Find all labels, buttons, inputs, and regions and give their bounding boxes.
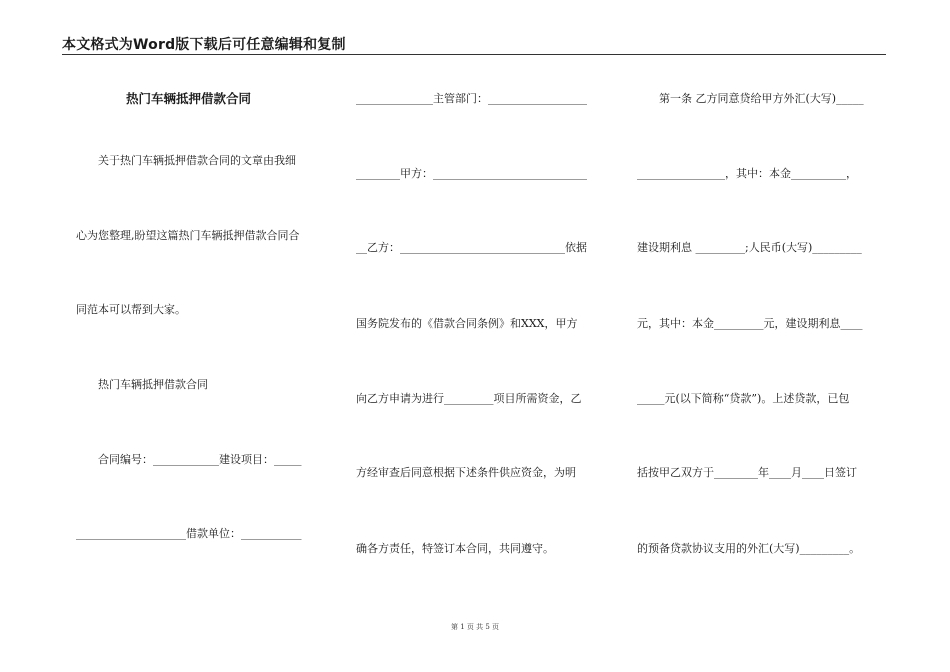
- text-line: ________________，其中：本金__________，: [637, 167, 857, 180]
- document-title: 热门车辆抵押借款合同: [76, 91, 252, 106]
- text-line: 建设期利息 _________;人民币(大写)_________: [637, 241, 862, 254]
- text-line: ____________________借款单位：___________: [76, 527, 302, 540]
- text-line: ________甲方：____________________________: [356, 167, 587, 180]
- text-line: 确各方责任，特签订本合同，共同遵守。: [356, 542, 554, 555]
- text-line: 元，其中：本金_________元，建设期利息____: [637, 317, 863, 330]
- page-header: [62, 34, 886, 55]
- page-number: 第 1 页 共 5 页: [450, 623, 500, 631]
- text-line: 同范本可以帮到大家。: [76, 303, 186, 316]
- text-line: 的预备贷款协议支用的外汇(大写)_________。: [637, 542, 861, 555]
- text-line: _____元(以下简称“贷款”)。上述贷款，已包: [637, 392, 850, 405]
- text-line: 心为您整理,盼望这篇热门车辆抵押借款合同合: [76, 229, 300, 242]
- text-line: 国务院发布的《借款合同条例》和XXX，甲方: [356, 317, 578, 330]
- header-text: 本文格式为Word版下载后可任意编辑和复制: [62, 37, 346, 53]
- text-line: 关于热门车辆抵押借款合同的文章由我细: [76, 154, 296, 167]
- text-line: 方经审查后同意根据下述条件供应资金，为明: [356, 466, 576, 479]
- text-line: 合同编号：____________建设项目：_____: [76, 453, 302, 466]
- text-line: 第一条 乙方同意贷给甲方外汇(大写)_____: [637, 92, 864, 105]
- text-line: 向乙方申请为进行_________项目所需资金，乙: [356, 392, 582, 405]
- text-line: ______________主管部门：__________________: [356, 92, 587, 105]
- text-line: 热门车辆抵押借款合同: [76, 378, 208, 391]
- text-line: __乙方：______________________________依据: [356, 241, 587, 254]
- text-line: 括按甲乙双方于________年____月____日签订: [637, 466, 857, 479]
